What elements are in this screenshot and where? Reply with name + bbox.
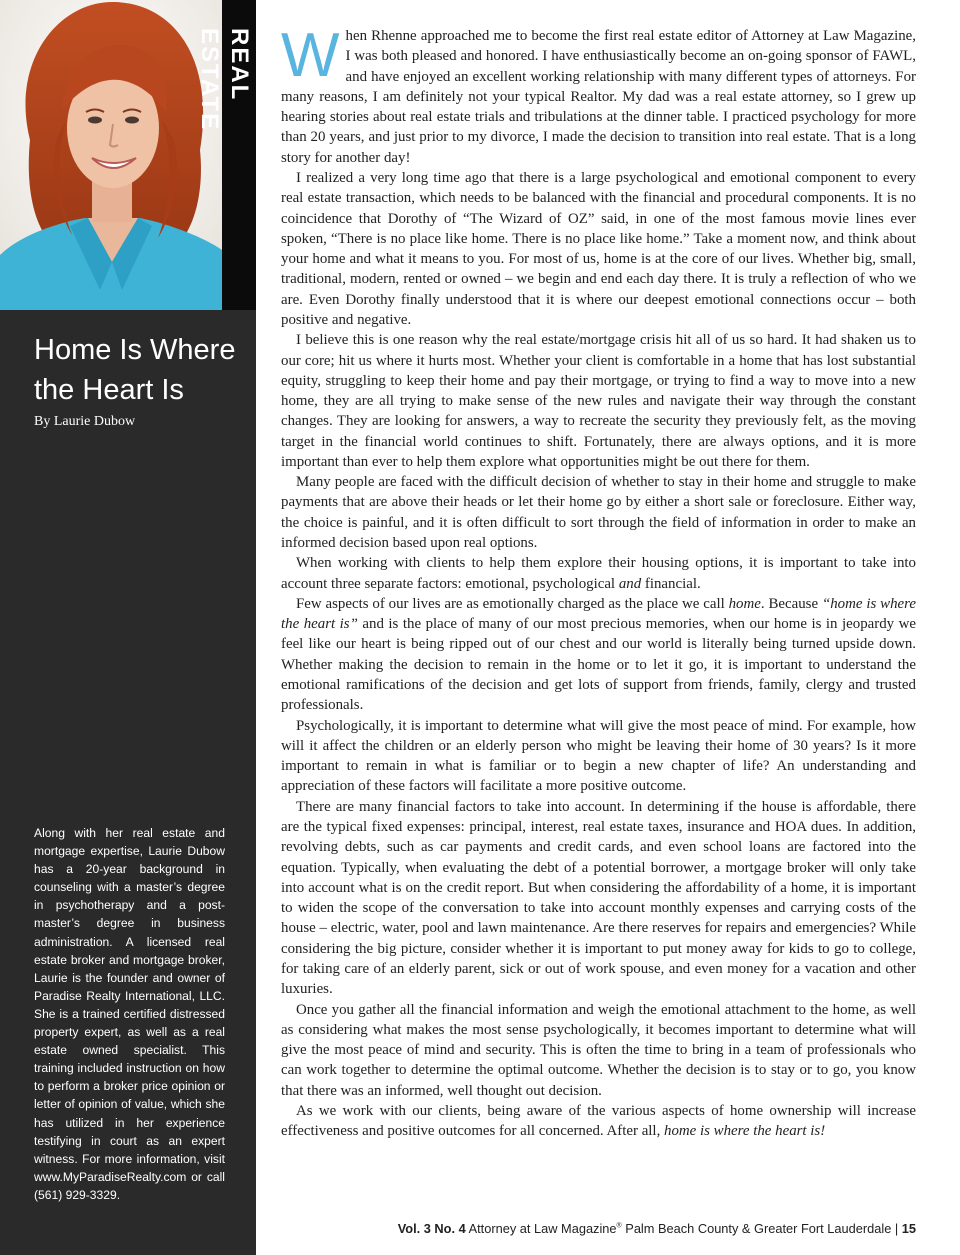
article-paragraph: Many people are faced with the difficult decision of whether to stay in their home and struggle to make payments that are above their heads or let their home go by either a short sale or foreclosure. Either way, the choice is painful, and it is often difficult to sort through the field of information in order to make an informed decision based upon real options. [281,474,916,552]
page-footer [398,1221,916,1236]
magazine-name: Attorney at Law Magazine [468,1221,617,1236]
emphasis-text: home is where the heart is! [664,1123,826,1140]
article-body [281,21,916,1141]
drop-cap: W [281,21,340,90]
article-paragraph [281,553,916,594]
paragraph-text: and is the place of many of our most precious memories, when our home is in jeopardy we feel like our heart is being ripped out of our chest and our world is literally being turned upside down. Whether making the decision to remain in the home or to let it go, it is important to understand the emotional ramifications of the decision and get lots of support from friends, family, clergy and trusted professionals. [281,616,916,714]
paragraph-text: financial. [644,575,701,592]
emphasis-text: “home is where the heart is” [281,595,916,633]
article-paragraph: I realized a very long time ago that there is a large psychological and emotional component to every real estate transaction, which needs to be balanced with the financial and procedural components. It is no coincidence that Dorothy of “The Wizard of OZ” said, in one of the most famous movie lines ever spoken, “There is no place like home. There is no place like home.” Take a moment now, and think about your home and what it means to you. For most of us, home is at the core of our lives. Whether big, small, traditional, modern, rented or owned – we begin and end each day there. It is truly a reflection of who we are. Even Dorothy finally understood that it is where our deepest emotional connections occur – both positive and negative. [281,169,916,328]
article-paragraph: There are many financial factors to take into account. In determining if the house is affordable, there are the typical fixed expenses: principal, interest, real estate taxes, insurance and HOA dues. In addition, revolving debts, such as car payments and credit cards, and even school loans are factored into the equation. Typically, when evaluating the debt of a potential borrower, a mortgage broker will only take into account what is on the credit report. But when considering the affordability of a home, it is important to widen the scope of the conversation to take into account monthly expenses and carrying costs of the house – electric, water, pool and lawn maintenance. Are there reserves for repairs and emergencies? While considering the big picture, consider whether it is important to put money away for kids to go to college, for taking care of an elderly parent, sick or out of work spouse, and even money for a vacation and other luxuries. [281,798,916,998]
paragraph-text: Few aspects of our lives are as emotionally charged as the place we call [296,595,725,612]
article-byline: By Laurie Dubow [34,414,136,429]
issue-volume: Vol. 3 No. 4 [397,1221,466,1236]
emphasis-text: home [728,595,761,612]
registered-mark: ® [616,1222,622,1230]
headline-line-1: Home Is Where [34,334,236,366]
magazine-region: Palm Beach County & Greater Fort Lauderdale | [625,1221,899,1236]
article-paragraph [281,1101,916,1142]
section-label: REAL ESTATE [196,28,253,132]
article-headline [34,330,244,410]
paragraph-text: hen Rhenne approached me to become the first real estate editor of Attorney at Law Magazine, I was both pleased and honored. I have enthusiastically become an on-going sponsor of FAWL, and have enjoyed an excellent working relationship with many different types of attorneys. For many reasons, I am definitely not your typical Realtor. My dad was a real estate attorney, so I grew up hearing stories about real estate trials and tribulations at the dinner table. I practiced psychology for more than 20 years, and just prior to my divorce, I made the decision to transition into real estate. That is a long story for another day! [281,28,916,166]
paragraph-text: . Because [760,595,819,612]
headline-line-2: the Heart Is [34,374,184,406]
author-photo [0,0,222,310]
article-paragraph [281,21,916,168]
article-paragraph [281,594,916,716]
paragraph-text: When working with clients to help them explore their housing options, it is important to take into account three separate factors: emotional, psychological [281,555,916,592]
emphasis-text: and [618,575,642,592]
page-number: 15 [901,1221,916,1236]
author-portrait-image [0,0,222,310]
article-paragraph: Once you gather all the financial information and weigh the emotional attachment to the home, as well as considering what makes the most sense psychologically, it becomes important to determine what will give the most peace of mind and security. This is often the time to bring in a team of professionals who can work together to determine the optimal outcome. Whether the decision is to stay or to go, you know that there was an informed, well thought out decision. [281,1001,916,1099]
author-bio: Along with her real estate and mortgage expertise, Laurie Dubow has a 20-year background in counseling with a master’s degree in psychotherapy and a post-master’s degree in business administration. A licensed real estate broker and mortgage broker, Laurie is the founder and owner of Paradise Realty International, LLC. She is a trained certified distressed property expert, as well as a real estate owned specialist. This training included instruction on how to perform a broker price opinion or letter of opinion of value, which she has utilized in her experience testifying in court as an expert witness. For more information, visit www.MyParadiseRealty.com or call (561) 929-3329. [34,826,225,1202]
paragraph-text: As we work with our clients, being aware of the various aspects of home ownership will increase effectiveness and positive outcomes for all concerned. After all, [281,1102,916,1140]
article-paragraph: I believe this is one reason why the real estate/mortgage crisis hit all of us so hard. It had shaken us to our core; hit us where it hurts most. Whether your client is comfortable in a home that has lost substantial equity, struggling to keep their home and pay their mortgage, or trying to find a way to move into a new home, they are all trying to make sense of the new rules and navigate their way through the constant changes. They are looking for answers, a way to recreate the security they previously felt, as the moving target in the financial world continues to shift. Fortunately, there are always options, and it is more important than ever to help them explore what opportunities might be out there for them. [281,332,916,470]
article-paragraph: Psychologically, it is important to determine what will give the most peace of mind. For example, how will it affect the children or an elderly person who might be leaving their home of 30 years? Is it more important to remain in what is familiar or to begin a new chapter of life? An understanding and appreciation of these factors will facilitate a more positive outcome. [281,717,916,795]
